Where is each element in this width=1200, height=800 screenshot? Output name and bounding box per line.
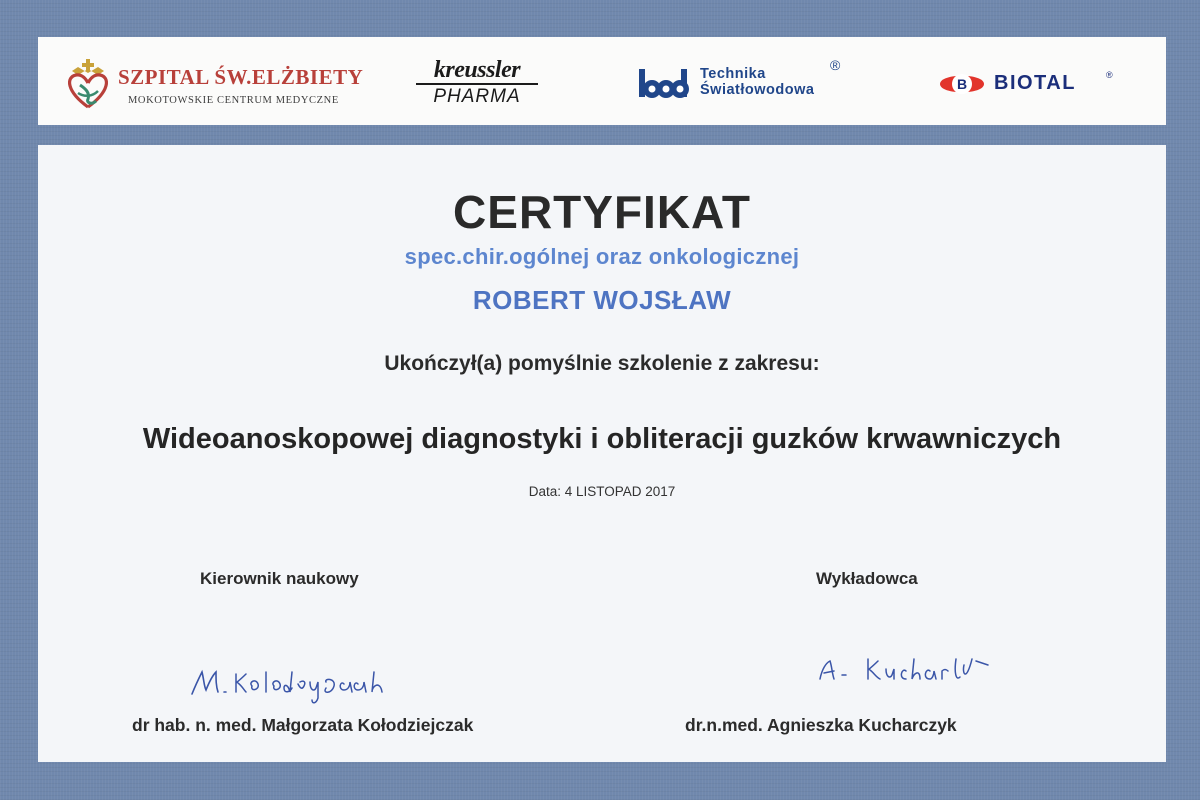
biotal-name: BIOTAL bbox=[994, 72, 1076, 94]
left-signer-role: Kierownik naukowy bbox=[200, 569, 359, 588]
szpital-name: SZPITAL ŚW.ELŻBIETY bbox=[118, 65, 364, 89]
left-handwritten-signature bbox=[186, 650, 436, 710]
completion-statement: Ukończył(a) pomyślnie szkolenie z zakresu: bbox=[384, 352, 820, 375]
recipient-name: ROBERT WOJSŁAW bbox=[472, 285, 732, 315]
certificate-body bbox=[38, 145, 1166, 762]
technika-logo bbox=[638, 57, 878, 103]
biotal-logo bbox=[936, 69, 1126, 101]
certificate-date: Data: 4 LISTOPAD 2017 bbox=[528, 484, 676, 499]
specialization: spec.chir.ogólnej oraz onkologicznej bbox=[404, 244, 800, 269]
bob-logo-icon bbox=[638, 67, 694, 101]
left-signer-name: dr hab. n. med. Małgorzata Kołodziejczak bbox=[132, 715, 474, 735]
szpital-logo bbox=[60, 51, 380, 113]
kreussler-pharma: PHARMA bbox=[433, 86, 521, 107]
right-handwritten-signature bbox=[814, 643, 1024, 693]
biotal-registered: ® bbox=[1106, 70, 1113, 80]
certificate-title: CERTYFIKAT bbox=[453, 186, 751, 238]
biotal-mark-icon bbox=[936, 69, 988, 99]
biotal-mark-letter: B bbox=[956, 76, 968, 92]
kreussler-name: kreussler bbox=[416, 57, 538, 85]
technika-line2: Światłowodowa bbox=[700, 82, 815, 98]
technika-line1: Technika bbox=[700, 66, 766, 82]
technika-registered: ® bbox=[830, 57, 841, 73]
course-title: Wideoanoskopowej diagnostyki i obliteracji guzków krwawniczych bbox=[142, 423, 1062, 455]
heart-cross-icon bbox=[62, 53, 114, 111]
right-signer-name: dr.n.med. Agnieszka Kucharczyk bbox=[685, 715, 957, 735]
right-signer-role: Wykładowca bbox=[816, 569, 918, 588]
kreussler-logo bbox=[416, 51, 538, 111]
szpital-subtitle: MOKOTOWSKIE CENTRUM MEDYCZNE bbox=[128, 95, 339, 106]
sponsor-logo-strip bbox=[38, 37, 1166, 125]
